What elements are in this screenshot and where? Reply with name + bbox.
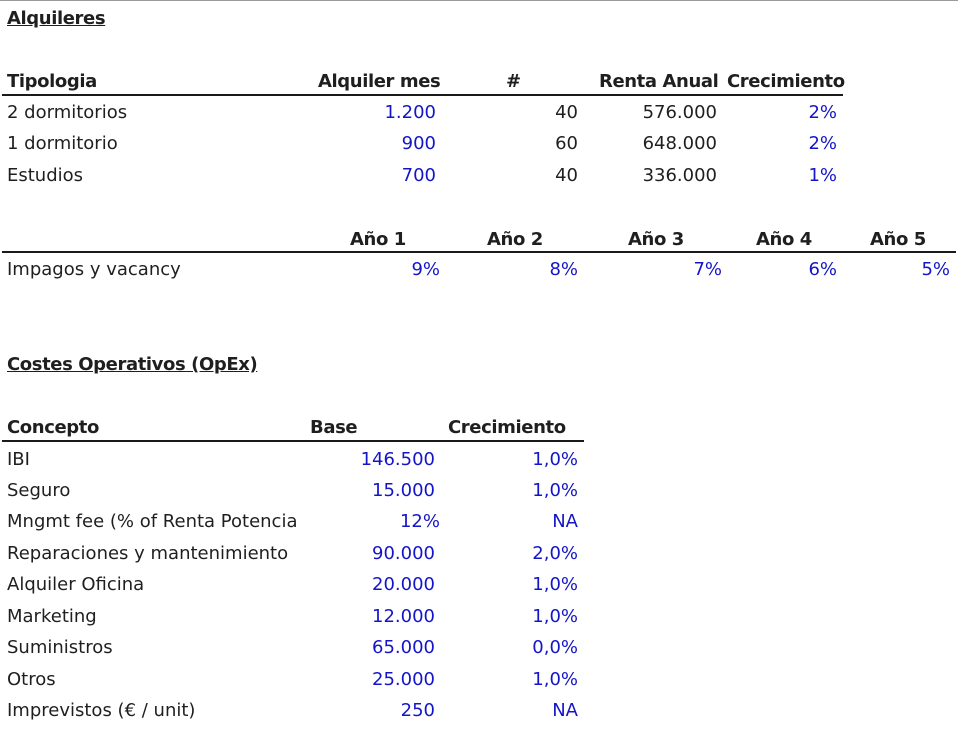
renta-anual-cell: 576.000 <box>642 102 717 123</box>
opex-crecimiento-cell: NA <box>552 511 578 532</box>
vacancy-year-1-cell: 9% <box>411 259 440 280</box>
renta-anual-cell: 336.000 <box>642 165 717 186</box>
concepto-cell: Marketing <box>7 606 97 627</box>
vacancy-year-2-cell: 8% <box>549 259 578 280</box>
opex-crecimiento-cell: 0,0% <box>532 637 578 658</box>
tipologia-cell: 2 dormitorios <box>7 102 128 123</box>
header-crecimiento: Crecimiento <box>727 71 845 92</box>
header-year-1: Año 1 <box>350 229 406 250</box>
vacancy-year-3-cell: 7% <box>693 259 722 280</box>
vacancy-label: Impagos y vacancy <box>7 259 181 280</box>
alquileres-title: Alquileres <box>7 8 106 29</box>
crecimiento-cell: 1% <box>808 165 837 186</box>
header-year-2: Año 2 <box>487 229 543 250</box>
concepto-cell: Alquiler Oficina <box>7 574 145 595</box>
opex-crecimiento-cell: NA <box>552 700 578 721</box>
concepto-cell: Seguro <box>7 480 71 501</box>
header-concepto: Concepto <box>7 417 99 438</box>
alquiler-mes-cell: 1.200 <box>384 102 436 123</box>
base-cell: 15.000 <box>372 480 435 501</box>
header-tipologia: Tipologia <box>7 71 97 92</box>
concepto-cell: Reparaciones y mantenimiento <box>7 543 289 564</box>
opex-crecimiento-cell: 1,0% <box>532 669 578 690</box>
alquiler-mes-cell: 700 <box>401 165 436 186</box>
count-cell: 40 <box>555 102 578 123</box>
opex-header-rule <box>2 440 584 442</box>
count-cell: 60 <box>555 133 578 154</box>
base-cell: 12% <box>399 511 440 532</box>
sheet-top-border <box>0 0 958 1</box>
alquiler-mes-cell: 900 <box>401 133 436 154</box>
header-year-3: Año 3 <box>628 229 684 250</box>
vacancy-year-4-cell: 6% <box>808 259 837 280</box>
base-cell: 12.000 <box>372 606 435 627</box>
count-cell: 40 <box>555 165 578 186</box>
header-year-4: Año 4 <box>756 229 812 250</box>
header-base: Base <box>310 417 358 438</box>
opex-title: Costes Operativos (OpEx) <box>7 354 258 375</box>
opex-crecimiento-cell: 1,0% <box>532 606 578 627</box>
tipologia-cell: Estudios <box>7 165 84 186</box>
renta-anual-cell: 648.000 <box>642 133 717 154</box>
concepto-cell: Imprevistos (€ / unit) <box>7 700 196 721</box>
vacancy-header-rule <box>2 251 956 253</box>
base-cell: 250 <box>400 700 435 721</box>
opex-crecimiento-cell: 1,0% <box>532 480 578 501</box>
header-alquiler-mes: Alquiler mes <box>318 71 441 92</box>
concepto-cell: IBI <box>7 449 30 470</box>
crecimiento-cell: 2% <box>808 133 837 154</box>
base-cell: 25.000 <box>372 669 435 690</box>
header-year-5: Año 5 <box>870 229 926 250</box>
header-renta-anual: Renta Anual <box>599 71 719 92</box>
base-cell: 146.500 <box>360 449 435 470</box>
concepto-cell: Otros <box>7 669 56 690</box>
base-cell: 90.000 <box>372 543 435 564</box>
opex-crecimiento-cell: 1,0% <box>532 574 578 595</box>
tipologia-cell: 1 dormitorio <box>7 133 118 154</box>
base-cell: 20.000 <box>372 574 435 595</box>
vacancy-year-5-cell: 5% <box>921 259 950 280</box>
alquileres-header-rule <box>2 94 843 96</box>
header-opex-crecimiento: Crecimiento <box>448 417 566 438</box>
concepto-cell: Mngmt fee (% of Renta Potencia <box>7 511 298 532</box>
concepto-cell: Suministros <box>7 637 113 658</box>
crecimiento-cell: 2% <box>808 102 837 123</box>
header-count: # <box>506 71 521 92</box>
opex-crecimiento-cell: 1,0% <box>532 449 578 470</box>
base-cell: 65.000 <box>372 637 435 658</box>
opex-crecimiento-cell: 2,0% <box>532 543 578 564</box>
